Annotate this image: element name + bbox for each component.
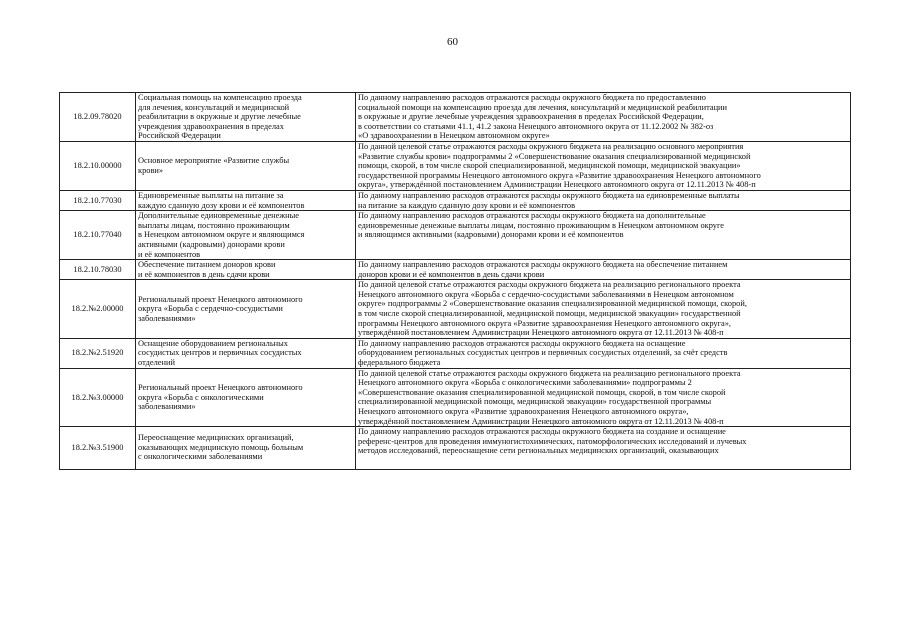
article-description-line: Ненецкого автономного округа «Развитие здравоохранения Ненецкого автономного округа», — [358, 407, 689, 416]
page-number: 60 — [447, 36, 458, 48]
table-row — [60, 260, 851, 280]
article-description-line: «О здравоохранении в Ненецком автономном округе» — [358, 131, 550, 141]
article-name-line: Обеспечение питанием доноров крови — [138, 260, 276, 270]
article-description-line: По данной целевой статье отражаются расходы окружного бюджета на реализацию основного мероприятия — [358, 141, 744, 151]
table-body — [60, 93, 851, 470]
target-article-code: 18.2.10.78030 — [60, 260, 136, 280]
article-description — [356, 141, 851, 190]
article-name — [136, 141, 356, 190]
article-description-line: доноров крови и её компонентов в день сдачи крови — [358, 269, 545, 279]
article-description-line: оборудованием региональных сосудистых центров и первичных сосудистых отделений, за счёт средств — [358, 348, 728, 358]
article-description-line: округа», утверждённой постановлением Администрации Ненецкого автономного округа от 12.11.2013 № 408-п — [358, 180, 756, 190]
article-description-line: на питание за каждую сданную дозу крови и её компонентов — [358, 200, 576, 210]
article-description-line: утверждённой постановлением Администрации Ненецкого автономного округа от 12.11.2013 № 408-п — [358, 416, 724, 426]
article-name-line: сосудистых центров и первичных сосудистых — [138, 348, 302, 358]
article-description-line: и являющимся активными (кадровыми) донорами крови и её компонентов — [358, 230, 624, 240]
article-description — [356, 211, 851, 260]
article-name-line: крови» — [138, 165, 164, 175]
target-article-code: 18.2.№2.00000 — [60, 280, 136, 339]
article-name-line: в Ненецком автономном округе и являющимся — [138, 230, 305, 240]
target-article-code: 18.2.09.78020 — [60, 93, 136, 142]
table-row — [60, 280, 851, 339]
article-name-line: Региональный проект Ненецкого автономного — [138, 294, 303, 304]
target-article-code: 18.2.10.77040 — [60, 211, 136, 260]
article-description-line: специализированной медицинской помощи, медицинской эвакуации» государственной программы — [358, 397, 712, 407]
article-name-line: Региональный проект Ненецкого автономного — [138, 383, 303, 393]
article-description-line: методов исследований, переоснащение сети региональных медицинских организаций, оказывающих — [358, 446, 719, 456]
article-description-line: «Совершенствование оказания специализированной медицинской помощи, скорой, в том числе скорой — [358, 387, 726, 397]
article-description — [356, 368, 851, 427]
article-name — [136, 190, 356, 210]
article-name — [136, 427, 356, 470]
article-description-line: в соответствии со статьями 41.1, 41.2 закона Ненецкого автономного округа от 11.12.2002 № 382-оз — [358, 121, 714, 131]
article-description-line: По данному направлению расходов отражаются расходы окружного бюджета на обеспечение питанием — [358, 260, 728, 270]
budget-classification-table — [59, 92, 851, 470]
article-description-line: По данной целевой статье отражаются расходы окружного бюджета на реализацию регионального проекта — [358, 280, 741, 290]
article-name-line: реабилитации в окружные и другие лечебные — [138, 112, 301, 122]
article-description-line: социальной помощи на компенсацию проезда для лечения, консультаций и медицинской реабилитации — [358, 102, 728, 112]
article-description-line: По данному направлению расходов отражаются расходы окружного бюджета на оснащение — [358, 338, 686, 348]
article-name-line: учреждения здравоохранения в пределах — [138, 121, 284, 131]
article-description-line: Ненецкого автономного округа «Борьба с сердечно-сосудистыми заболеваниями в Ненецком автономном — [358, 289, 734, 299]
article-name-line: для лечения, консультаций и медицинской — [138, 102, 290, 112]
article-name-line: оказывающих медицинскую помощь больным — [138, 442, 304, 452]
article-name-line: выплаты лицам, постоянно проживающим — [138, 220, 290, 230]
article-name-line: Основное мероприятие «Развитие службы — [138, 156, 290, 166]
article-name-line: с онкологическими заболеваниями — [138, 452, 263, 462]
article-name-line: и её компонентов — [138, 249, 201, 259]
article-name — [136, 338, 356, 368]
table-row — [60, 93, 851, 142]
article-description-line: округе» подпрограммы 2 «Совершенствование оказания специализированной медицинской помощи, скорой, — [358, 299, 747, 309]
article-name-line: активными (кадровыми) донорами крови — [138, 239, 285, 249]
target-article-code: 18.2.№2.51920 — [60, 338, 136, 368]
article-description-line: государственной программы Ненецкого автономного округа «Развитие здравоохранения Ненецкого автономного — [358, 170, 761, 180]
article-description — [356, 260, 851, 280]
article-description — [356, 338, 851, 368]
target-article-code: 18.2.10.77030 — [60, 190, 136, 210]
article-description-line: По данному направлению расходов отражаются расходы окружного бюджета на единовременные выплаты — [358, 190, 740, 200]
table-row — [60, 190, 851, 210]
table-row — [60, 368, 851, 427]
target-article-code: 18.2.10.00000 — [60, 141, 136, 190]
article-name — [136, 211, 356, 260]
article-name-line: Дополнительные единовременные денежные — [138, 211, 299, 221]
article-description-line: референс-центров для проведения иммуногистохимических, патоморфологических исследований и лучевых — [358, 436, 747, 446]
article-description — [356, 280, 851, 339]
article-description-line: программы Ненецкого автономного округа «Развитие здравоохранения Ненецкого автономного округа», — [358, 318, 732, 328]
article-name-line: и её компонентов в день сдачи крови — [138, 269, 270, 279]
table-row — [60, 338, 851, 368]
article-description-line: утверждённой постановлением Администрации Ненецкого автономного округа от 12.11.2013 № 408-п — [358, 328, 724, 338]
article-name-line: округа «Борьба с сердечно-сосудистыми — [138, 304, 283, 314]
article-name — [136, 368, 356, 427]
table-row — [60, 141, 851, 190]
article-description — [356, 427, 851, 470]
article-description-line: По данной целевой статье отражаются расходы окружного бюджета на реализацию регионального проекта — [358, 368, 741, 378]
article-name-line: Российской Федерации — [138, 131, 221, 141]
article-description-line: По данному направлению расходов отражаются расходы окружного бюджета на создание и оснащение — [358, 427, 726, 437]
article-name — [136, 93, 356, 142]
article-description-line: По данному направлению расходов отражаются расходы окружного бюджета на дополнительные — [358, 211, 706, 221]
article-name-line: Переоснащение медицинских организаций, — [138, 433, 294, 443]
article-description-line: федерального бюджета — [358, 358, 441, 368]
article-name-line: заболеваниями» — [138, 313, 196, 323]
table-row — [60, 427, 851, 470]
target-article-code: 18.2.№3.00000 — [60, 368, 136, 427]
article-name-line: заболеваниями» — [138, 402, 196, 412]
article-name-line: округа «Борьба с онкологическими — [138, 392, 264, 402]
target-article-code: 18.2.№3.51900 — [60, 427, 136, 470]
article-name-line: Единовременные выплаты на питание за — [138, 190, 284, 200]
article-name-line: Социальная помощь на компенсацию проезда — [138, 93, 302, 102]
table-row — [60, 211, 851, 260]
article-name — [136, 280, 356, 339]
article-name-line: Оснащение оборудованием региональных — [138, 338, 288, 348]
article-description-line: помощи, скорой, в том числе скорой специализированной, медицинской помощи, медицинской эвакуации» — [358, 161, 741, 171]
article-description-line: в окружные и другие лечебные учреждения здравоохранения в пределах Российской Федерации, — [358, 112, 704, 122]
article-description-line: «Развитие службы крови» подпрограммы 2 «Совершенствование оказания специализированной медицинской — [358, 151, 751, 161]
article-description-line: По данному направлению расходов отражаются расходы окружного бюджета по предоставлению — [358, 93, 706, 102]
article-name — [136, 260, 356, 280]
article-description-line: в том числе скорой специализированной, медицинской помощи, медицинской эвакуации» государственной — [358, 309, 741, 319]
article-description — [356, 190, 851, 210]
article-description-line: единовременные денежные выплаты лицам, постоянно проживающим в Ненецком автономном округе — [358, 220, 725, 230]
article-description — [356, 93, 851, 142]
article-description-line: Ненецкого автономного округа «Борьба с онкологическими заболеваниями» подпрограммы 2 — [358, 378, 692, 388]
article-name-line: каждую сданную дозу крови и её компонентов — [138, 200, 305, 210]
article-name-line: отделений — [138, 358, 175, 368]
